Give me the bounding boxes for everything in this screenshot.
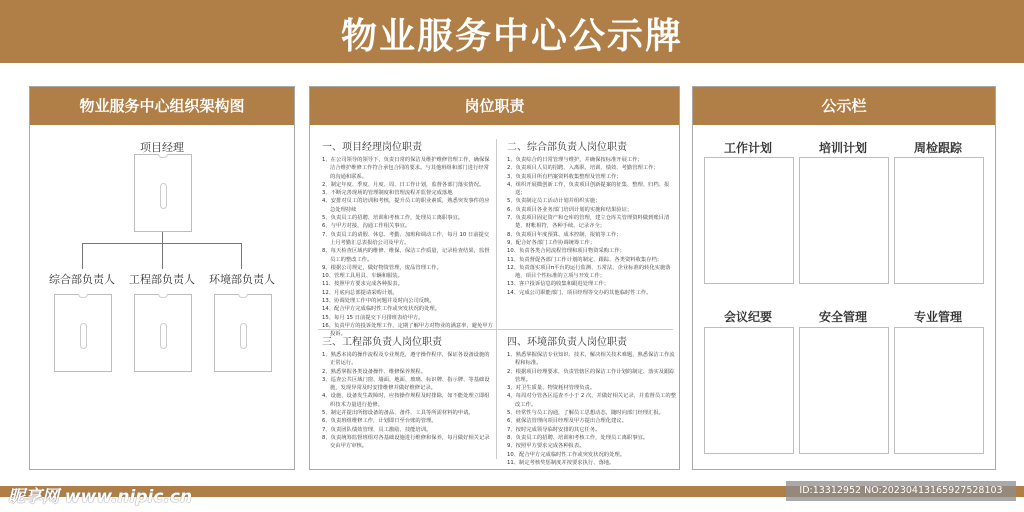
org-photo-card (54, 294, 112, 372)
duty-section-title: 一、项目经理岗位职责 (322, 142, 422, 153)
duties-panel (309, 86, 680, 470)
duty-item: 9、按照甲方要求完成各种报表。 (507, 443, 585, 450)
watermark-id: ID:13312952 NO:20230413165927528103 (786, 481, 1016, 501)
duty-item: 5、负责员工的招聘、培训和考核工作，处理员工离职事宜。 (322, 215, 464, 222)
duty-item: 9、配合好各部门工作协调统筹工作； (507, 239, 596, 246)
duty-item: 3、巡查公共区域门窗、墙面、地面、玻璃、标识牌、指示牌、等基础设施，发现异常及时安排维修并做好维修记录。 (322, 376, 490, 392)
board-slot (894, 157, 984, 284)
duty-item: 9、根据公司规定，做好物资管理，废品管理工作。 (322, 264, 442, 271)
duty-item: 1、熟悉本岗的操作流程及专业规范，遵守操作程序，保证各设备设施的正常运行。 (322, 352, 490, 367)
duty-item: 7、负责项目固定资产和仓库的管理，建立仓库关管理资料做到账目清楚、财帐相符，各种手续、记录齐全； (507, 215, 670, 230)
duty-list (507, 156, 677, 297)
org-chart-heading: 物业服务中心组织架构图 (30, 87, 294, 125)
duty-section (322, 333, 494, 451)
duty-item: 4、设施、设备发生故障时，应按操作规程及时排除，如不能处理立即组织技术力量进行抢修。 (322, 393, 490, 408)
duty-section-title: 四、环境部负责人岗位职责 (507, 337, 627, 348)
org-child-label: 环境部负责人 (209, 273, 275, 286)
duty-item: 8、负责项目年度预算、成本控制、报销等工作； (507, 231, 622, 238)
duty-section (322, 138, 494, 339)
duty-item: 1、负责综合的日常管理与维护，并确保按标准开展工作； (507, 157, 643, 163)
duty-item: 6、负责项目各业务部门培训计划的实施和结果验证； (507, 206, 633, 213)
org-child-label: 综合部负责人 (49, 273, 115, 286)
org-photo-card (134, 294, 192, 372)
duty-item: 7、按时完成领导临时安排的其它任务。 (507, 426, 601, 433)
duty-section-title: 二、综合部负责人岗位职责 (507, 142, 627, 153)
org-connector (162, 232, 163, 269)
watermark-logo: 昵享网 www.nipic.cn (8, 487, 193, 507)
duty-list (322, 156, 494, 339)
duty-item: 10、配合甲方完成临时性工作或突发状况的处理。 (507, 451, 625, 458)
org-connector (82, 243, 242, 244)
duty-item: 11、制定考核奖惩制度并按要求执行、落地。 (507, 459, 615, 466)
duty-section-title: 三、工程部负责人岗位职责 (322, 337, 442, 348)
duty-section (507, 333, 677, 467)
duty-item: 6、与甲方对接，沟通工作相关事宜。 (322, 223, 411, 230)
duty-item: 2、制定年度、季度、月度、周、日工作计划，监督各部门落实情况。 (322, 181, 485, 188)
duty-item: 14、完成公司职能部门、项目经理等交办的其他临时性工作。 (507, 289, 652, 296)
duty-item: 5、负责制定员工活动计划并组织实施； (507, 198, 601, 205)
duty-item: 14、配合甲方完成临时性工作或突发状况的处理。 (322, 306, 440, 313)
duty-item: 2、负责项目人员的招聘、入离职、培训、绩效、考勤管理工作； (507, 165, 659, 172)
duty-item: 6、负责班组维修工作，计划即日至台账的管理。 (322, 418, 437, 425)
duty-item: 1、在公司领导的领导下，负责日常的保洁及维护维修管理工作，确保保洁合维护维修工作符合承包合同的要求。与其他班组和部门进行经常的沟通和联系。 (322, 157, 490, 180)
duty-item: 4、组织开展微创新工作，负责项目创新提案的征集、整理、归档、报送； (507, 181, 670, 197)
org-child-label: 工程部负责人 (129, 273, 195, 286)
board-label: 周检跟踪 (913, 141, 962, 155)
board-slot (799, 157, 889, 284)
board-label: 工作计划 (723, 141, 772, 155)
org-photo-card (214, 294, 272, 372)
org-chart-panel (29, 86, 295, 470)
duty-item: 4、安排对员工的培训和考核，提升员工的职业素质，熟悉突发事件的应急处理持续 (322, 198, 490, 213)
duty-item: 6、就保洁管理向项目经理及甲方提出合理化建议。 (507, 418, 627, 425)
duty-item: 5、经常性与员工沟通，了解员工思想动态，随时向部门经理汇报。 (507, 410, 664, 417)
duty-list (507, 351, 677, 467)
board-label: 专业管理 (913, 310, 962, 324)
duty-section (507, 138, 677, 297)
board-slot (704, 327, 794, 454)
page-title: 物业服务中心公示牌 (340, 16, 683, 57)
duty-list (322, 351, 494, 451)
duty-item: 7、负责团队绩效管理、员工激励、技能培训。 (322, 426, 432, 433)
board-label: 会议纪要 (723, 310, 772, 324)
duty-item: 8、负责统筹监督班组对各基础设施进行维修和保养，每月做好相关记录交由甲方审核。 (322, 434, 490, 450)
org-top-label: 项目经理 (140, 141, 184, 154)
duties-heading: 岗位职责 (310, 87, 679, 125)
duty-item: 7、负责员工的请假、休息、考勤、加班和调动工作，每月 10 日前提交上月考勤汇总表报给公司及甲方。 (322, 231, 490, 246)
duty-item: 4、每周对分管各区巡查不小于 2 次，并做好相关记录，并监督员工的整改工作。 (507, 393, 677, 408)
org-connector (82, 243, 83, 269)
duty-item: 8、负责员工的招聘、培训和考核工作，处理员工离职事宜。 (507, 434, 649, 441)
duty-item: 12、月底向总部提请采购计划。 (322, 289, 398, 296)
org-connector (241, 243, 242, 269)
duty-item: 16、负责甲方的投诉处理工作，定期了解甲方对物业的满意率，避免甲方投诉。 (322, 322, 493, 338)
board-label: 培训计划 (818, 141, 867, 155)
notice-board-heading: 公示栏 (693, 87, 995, 125)
duty-item: 2、根据项目经理要求，负责管辖区的保洁工作计划的制定、落实及跟踪管理。 (507, 368, 675, 383)
duty-item: 13、协调处理工作中的问题并及时向公司反映。 (322, 298, 435, 305)
duty-item: 2、熟悉掌握各类设备操作、维修保养规程。 (322, 368, 427, 375)
org-photo-card (134, 154, 192, 232)
duty-item: 1、熟悉掌握保洁专业知识、技术，解决相关技术难题，熟悉保洁工作流程和标准。 (507, 352, 675, 367)
board-slot (704, 157, 794, 284)
duty-item: 10、负责各类合同流程管理和项目物资采购工作； (507, 248, 625, 255)
duty-item: 11、负责督促各部门工作计划的制定、跟踪、各类资料收集存档； (507, 256, 663, 263)
notice-board-panel (692, 86, 996, 470)
divider (496, 139, 497, 459)
duty-item: 15、每月 15 日前提交下月排班表给甲方。 (322, 314, 424, 321)
duty-item: 5、制定并提出所辖设备的备品、备件、工具等所需材料的申请。 (322, 410, 474, 417)
duty-item: 12、负责落实项目π平台的运行监测、五常法、企业标准的转化实施落地，项目个性标准的立项与开发工作； (507, 264, 671, 280)
duty-item: 10、管理工具用具、车辆和服装。 (322, 273, 403, 280)
duty-item: 13、客户投诉信息的收集和跟进处理工作； (507, 281, 610, 288)
duty-item: 3、不断完善现场的管理制度和管理流程并监督完成落地 (322, 190, 453, 197)
duty-item: 11、按照甲方要求完成各种报表。 (322, 281, 403, 288)
board-label: 安全管理 (818, 310, 867, 324)
duty-item: 3、对卫生质量、物资耗材管理负责。 (507, 385, 596, 392)
duty-item: 8、每天检查区域内的维修、维保、保洁工作质量，记录检查结果，监督员工的整改工作。 (322, 248, 490, 263)
duty-item: 3、负责项目所有档案资料收集整理及管理工作； (507, 173, 622, 180)
board-slot (894, 327, 984, 454)
board-slot (799, 327, 889, 454)
